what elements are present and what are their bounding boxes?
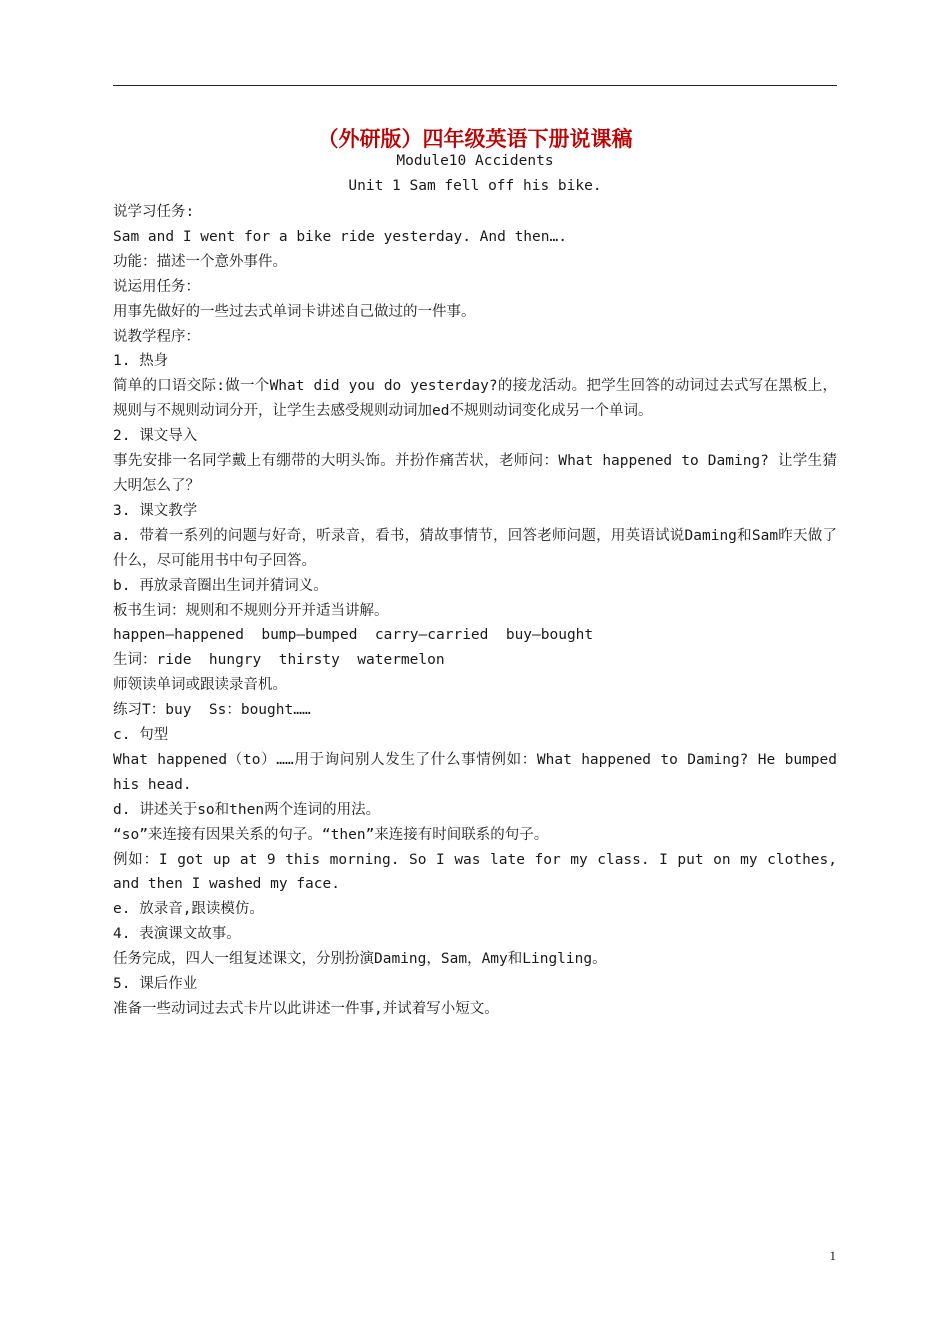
text-line: e. 放录音,跟读模仿。 <box>113 901 264 918</box>
text-line: 例如：I got up at 9 this morning. So I was late for my class. I put on my clothes, and then I washed my face. <box>113 851 837 893</box>
text-line: 2. 课文导入 <box>113 428 198 445</box>
text-line: 4. 表演课文故事。 <box>113 926 241 943</box>
text-line: a. 带着一系列的问题与好奇，听录音，看书，猜故事情节，回答老师问题，用英语试说Daming和Sam昨天做了什么，尽可能用书中句子回答。 <box>113 527 837 569</box>
text-line: 3. 课文教学 <box>113 502 198 519</box>
text-line: “so”来连接有因果关系的句子。“then”来连接有时间联系的句子。 <box>113 826 549 843</box>
text-line: 生词：ride hungry thirsty watermelon <box>113 652 445 669</box>
text-line: 5. 课后作业 <box>113 976 198 993</box>
text-line: 简单的口语交际:做一个What did you do yesterday?的接龙活动。把学生回答的动词过去式写在黑板上，规则与不规则动词分开，让学生去感受规则动词加ed不规则动词变化成另一个单词。 <box>113 378 837 420</box>
module-title: Module10 Accidents <box>396 153 554 169</box>
text-line: 功能：描述一个意外事件。 <box>113 253 287 270</box>
text-line: d. 讲述关于so和then两个连词的用法。 <box>113 801 381 818</box>
text-line: 事先安排一名同学戴上有绷带的大明头饰。并扮作痛苦状，老师问：What happened to Daming? 让学生猜大明怎么了？ <box>113 453 837 494</box>
text-line: 师领读单词或跟读录音机。 <box>113 677 287 694</box>
text-line: 练习T：buy Ss：bought…… <box>113 702 311 719</box>
text-line: c. 句型 <box>113 727 169 744</box>
document-body <box>113 200 837 1022</box>
text-line: 说运用任务： <box>113 278 200 295</box>
text-line: Sam and I went for a bike ride yesterday. And then…. <box>113 228 567 245</box>
document-title: （外研版）四年级英语下册说课稿 <box>317 126 633 151</box>
text-line: 任务完成，四人一组复述课文，分别扮演Daming，Sam，Amy和Lingling。 <box>113 951 607 968</box>
text-line: 说学习任务: <box>113 204 195 220</box>
header-rule <box>113 85 837 86</box>
text-line: 准备一些动词过去式卡片以此讲述一件事,并试着写小短文。 <box>113 1001 499 1017</box>
text-line: 说教学程序： <box>113 328 200 345</box>
text-line: What happened（to）……用于询问别人发生了什么事情例如：What happened to Daming? He bumped his head. <box>113 751 837 793</box>
text-line: 用事先做好的一些过去式单词卡讲述自己做过的一件事。 <box>113 303 476 320</box>
text-line: 1. 热身 <box>113 353 169 370</box>
page-number: 1 <box>829 1248 836 1263</box>
text-line: happen—happened bump—bumped carry—carried buy—bought <box>113 627 594 644</box>
text-line: 板书生词：规则和不规则分开并适当讲解。 <box>113 602 389 619</box>
unit-title: Unit 1 Sam fell off his bike. <box>348 178 602 194</box>
text-line: b. 再放录音圈出生词并猜词义。 <box>113 577 328 594</box>
